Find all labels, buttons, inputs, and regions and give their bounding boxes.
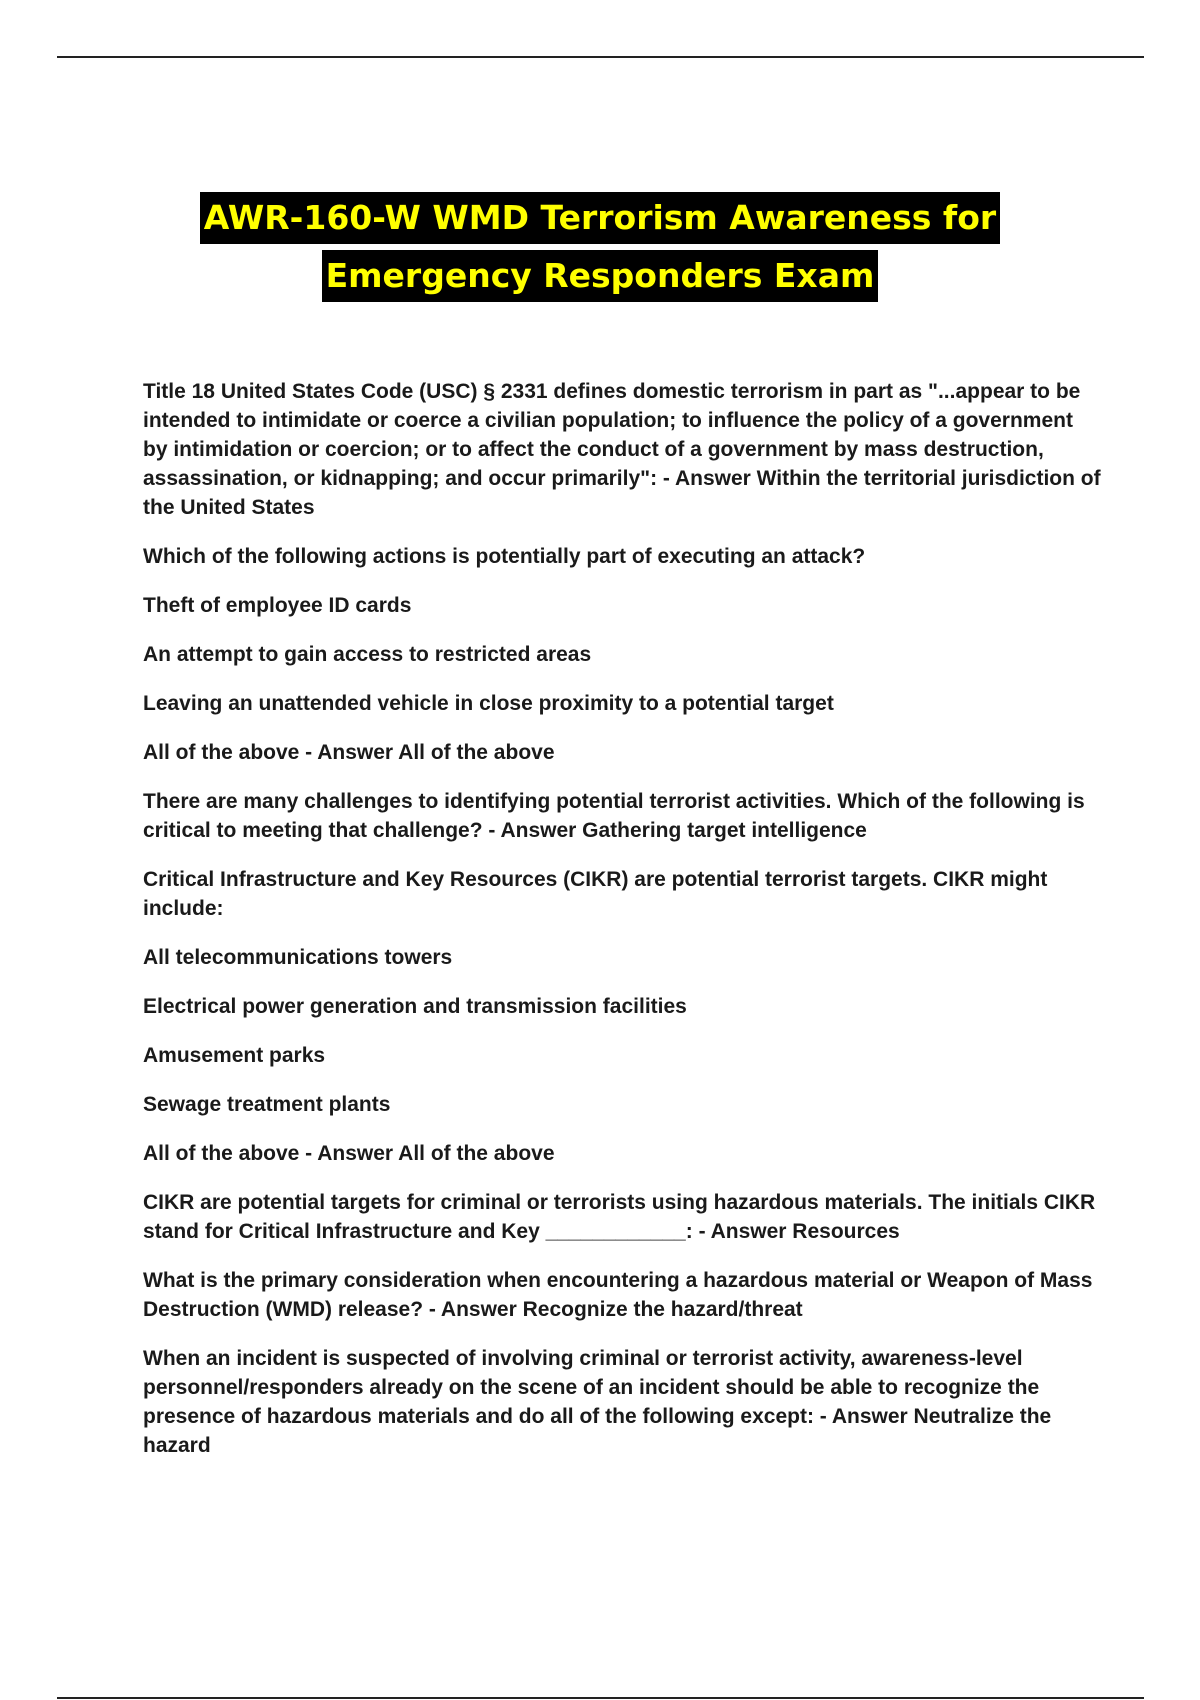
paragraph-question-executing-attack: Which of the following actions is potentially part of executing an attack? — [143, 545, 866, 568]
paragraph-option-restricted-areas: An attempt to gain access to restricted areas — [143, 643, 592, 666]
paragraph-option-sewage-plants: Sewage treatment plants — [143, 1093, 391, 1116]
paragraph-question-cikr: Critical Infrastructure and Key Resources (CIKR) are potential terrorist targets. CIKR might include: — [143, 868, 1048, 920]
paragraph-question-challenges: There are many challenges to identifying potential terrorist activities. Which of the following is critical to meeting that challenge? - Answer Gathering target intelligence — [143, 790, 1085, 842]
header-rule — [57, 56, 1144, 58]
footer-rule — [57, 1697, 1144, 1699]
paragraph-option-theft-id-cards: Theft of employee ID cards — [143, 594, 412, 617]
document-title — [0, 192, 1200, 308]
paragraph-option-telecom-towers: All telecommunications towers — [143, 946, 453, 969]
title-line-1: AWR-160-W WMD Terrorism Awareness for — [200, 192, 1000, 244]
paragraph-option-amusement-parks: Amusement parks — [143, 1044, 326, 1067]
paragraph-answer-all-above-2: All of the above - Answer All of the above — [143, 1142, 555, 1165]
paragraph-question-cikr-initials: CIKR are potential targets for criminal or terrorists using hazardous materials. The initials CIKR stand for Critical Infrastructure and Key ____________: - Answer Resources — [143, 1191, 1096, 1243]
title-line-2: Emergency Responders Exam — [322, 250, 879, 302]
paragraph-option-power-facilities: Electrical power generation and transmission facilities — [143, 995, 687, 1018]
paragraph-answer-all-above-1: All of the above - Answer All of the above — [143, 741, 555, 764]
paragraph-domestic-terrorism-definition: Title 18 United States Code (USC) § 2331 defines domestic terrorism in part as "...appear to be intended to intimidate or coerce a civilian population; to influence the policy of a government by intimidation or coercion; or to affect the conduct of a government by mass destruction, assassination, or kidnapping; and occur primarily": - Answer Within the territorial jurisdiction of the United States — [143, 380, 1101, 519]
paragraph-question-awareness-level: When an incident is suspected of involving criminal or terrorist activity, awareness-level personnel/responders already on the scene of an incident should be able to recognize the presence of hazardous materials and do all of the following except: - Answer Neutralize the hazard — [143, 1347, 1052, 1457]
paragraph-option-unattended-vehicle: Leaving an unattended vehicle in close proximity to a potential target — [143, 692, 834, 715]
document-body — [143, 377, 1103, 1480]
paragraph-question-primary-consideration: What is the primary consideration when encountering a hazardous material or Weapon of Mass Destruction (WMD) release? - Answer Recognize the hazard/threat — [143, 1269, 1093, 1321]
